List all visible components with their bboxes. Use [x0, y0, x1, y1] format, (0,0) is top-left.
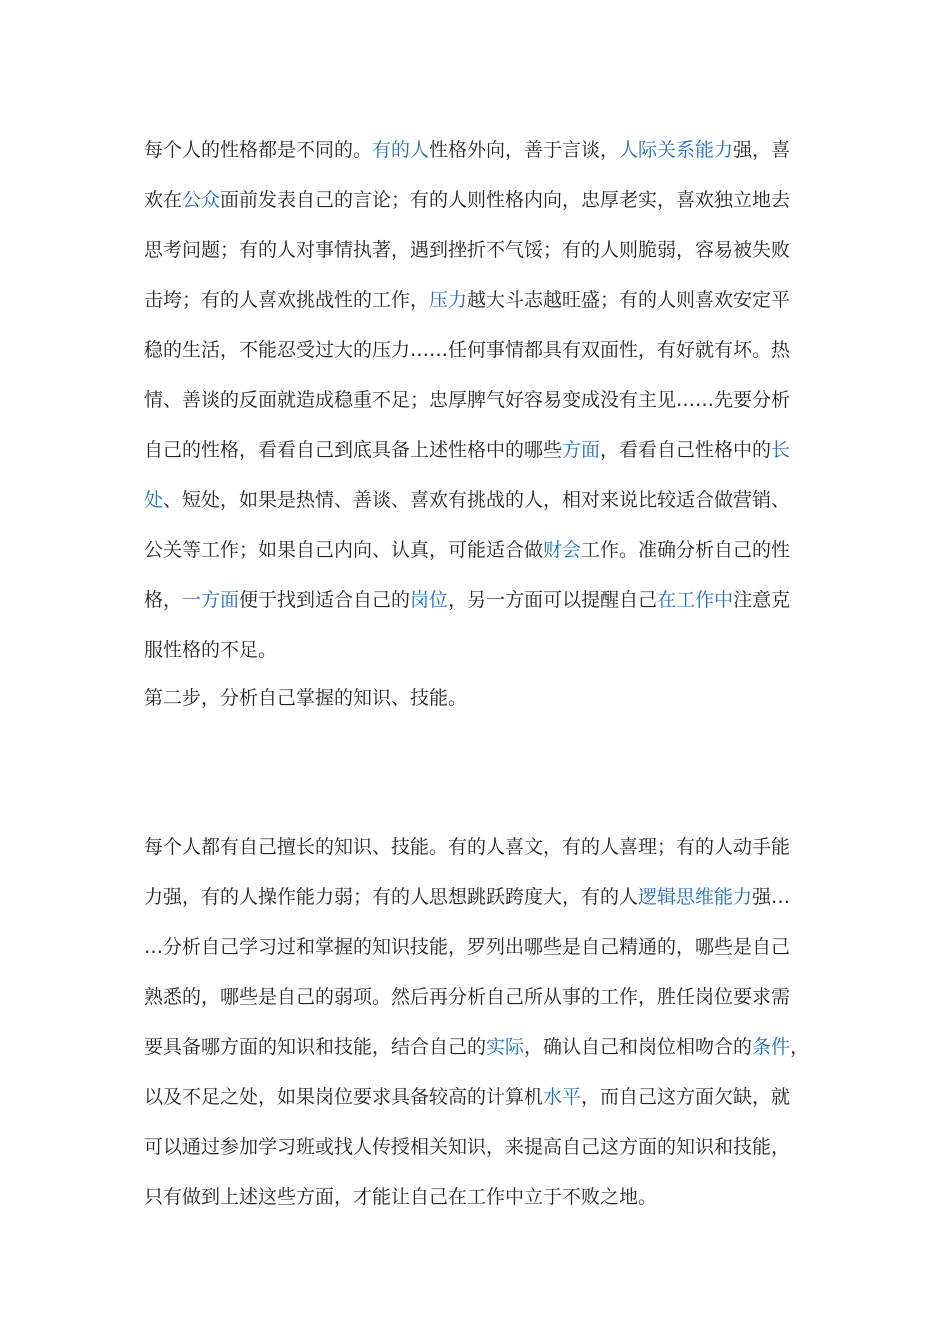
text-line — [144, 1172, 804, 1222]
text-segment: 以及不足之处，如果岗位要求具备较高的计算机 — [144, 1086, 544, 1108]
text-segment: 性格外向，善于言谈， — [429, 139, 620, 161]
text-segment: …分析自己学习过和掌握的知识技能，罗列出哪些是自己精通的，哪些是自己 — [144, 936, 791, 958]
text-segment: ，确认自己和岗位相吻合的 — [524, 1036, 753, 1058]
keyword-link[interactable]: 在工作中 — [657, 589, 734, 611]
text-line — [144, 425, 804, 475]
text-segment: 自己的性格，看看自己到底具备上述性格中的哪些 — [144, 439, 563, 461]
text-line — [144, 125, 804, 175]
keyword-link[interactable]: 逻辑思维能力 — [638, 886, 753, 908]
text-segment: ，另一方面可以提醒自己 — [448, 589, 658, 611]
keyword-link[interactable]: 公众 — [182, 189, 221, 211]
keyword-link[interactable]: 财会 — [543, 539, 582, 561]
text-segment: ，而自己这方面欠缺，就 — [581, 1086, 791, 1108]
paragraph-knowledge-skills — [144, 822, 810, 1222]
text-line — [144, 625, 804, 675]
text-segment: 欢在 — [144, 189, 183, 211]
text-segment: 第二步，分析自己掌握的知识、技能。 — [144, 687, 468, 709]
keyword-link[interactable]: 处 — [144, 489, 164, 511]
keyword-link[interactable]: 方面 — [562, 439, 601, 461]
text-segment: 面前发表自己的言论；有的人则性格内向，忠厚老实，喜欢独立地去 — [220, 189, 791, 211]
text-segment: 注意克 — [733, 589, 791, 611]
text-line — [144, 972, 804, 1022]
keyword-link[interactable]: 压力 — [429, 289, 468, 311]
text-segment: 击垮；有的人喜欢挑战性的工作， — [144, 289, 430, 311]
text-segment: 情、善谈的反面就造成稳重不足；忠厚脾气好容易变成没有主见……先要分析 — [144, 389, 791, 411]
keyword-link[interactable]: 实际 — [486, 1036, 525, 1058]
keyword-link[interactable]: 条件 — [752, 1036, 791, 1058]
text-segment: 可以通过参加学习班或找人传授相关知识，来提高自己这方面的知识和技能， — [144, 1136, 791, 1158]
text-line — [144, 822, 804, 872]
text-line — [144, 175, 804, 225]
text-segment: 稳的生活，不能忍受过大的压力……任何事情都具有双面性，有好就有坏。热 — [144, 339, 791, 361]
text-line — [144, 375, 804, 425]
text-segment: 强… — [752, 886, 791, 908]
text-line — [144, 575, 804, 625]
text-segment: 格， — [144, 589, 183, 611]
paragraph-personality — [144, 125, 804, 675]
text-segment: 要具备哪方面的知识和技能，结合自己的 — [144, 1036, 487, 1058]
text-line — [144, 475, 804, 525]
text-segment: 公关等工作；如果自己内向、认真，可能适合做 — [144, 539, 544, 561]
text-segment: 越大斗志越旺盛；有的人则喜欢安定平 — [467, 289, 791, 311]
text-segment: ， — [790, 1036, 810, 1058]
keyword-link[interactable]: 人际关系能力 — [619, 139, 734, 161]
text-segment: 便于找到适合自己的 — [239, 589, 411, 611]
keyword-link[interactable]: 水平 — [543, 1086, 582, 1108]
text-segment: 、短处，如果是热情、善谈、喜欢有挑战的人，相对来说比较适合做营销、 — [163, 489, 791, 511]
keyword-link[interactable]: 有的人 — [372, 139, 430, 161]
text-segment: 服性格的不足。 — [144, 639, 278, 661]
text-line — [144, 275, 804, 325]
text-line — [144, 225, 804, 275]
text-segment: 思考问题；有的人对事情执著，遇到挫折不气馁；有的人则脆弱，容易被失败 — [144, 239, 791, 261]
text-line — [144, 872, 804, 922]
text-segment: 只有做到上述这些方面，才能让自己在工作中立于不败之地。 — [144, 1186, 658, 1208]
text-line — [144, 922, 804, 972]
keyword-link[interactable]: 长 — [771, 439, 791, 461]
text-segment: 每个人的性格都是不同的。 — [144, 139, 373, 161]
text-segment: 强，喜 — [733, 139, 791, 161]
text-line — [144, 525, 804, 575]
text-line — [144, 325, 804, 375]
text-line — [144, 1022, 810, 1072]
text-segment: ，看看自己性格中的 — [600, 439, 772, 461]
paragraph-step-two-heading — [144, 673, 804, 723]
keyword-link[interactable]: 岗位 — [410, 589, 449, 611]
text-segment: 每个人都有自己擅长的知识、技能。有的人喜文，有的人喜理；有的人动手能 — [144, 836, 791, 858]
text-line — [144, 1072, 804, 1122]
keyword-link[interactable]: 一方面 — [182, 589, 240, 611]
text-line — [144, 673, 804, 723]
text-segment: 力强，有的人操作能力弱；有的人思想跳跃跨度大，有的人 — [144, 886, 639, 908]
text-segment: 熟悉的，哪些是自己的弱项。然后再分析自己所从事的工作，胜任岗位要求需 — [144, 986, 791, 1008]
text-line — [144, 1122, 804, 1172]
text-segment: 工作。准确分析自己的性 — [581, 539, 791, 561]
